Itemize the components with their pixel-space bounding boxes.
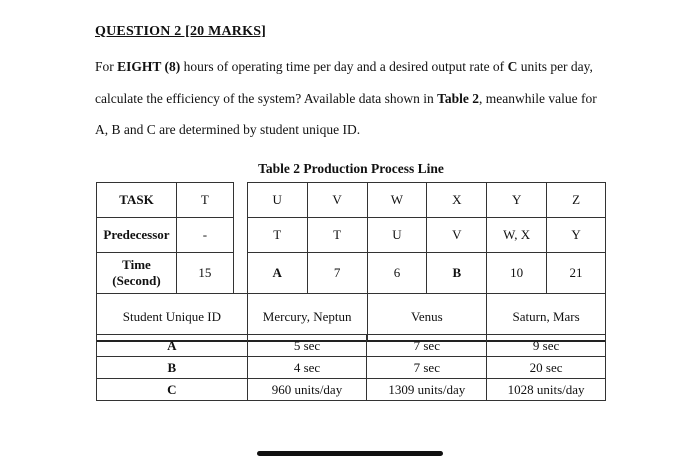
predecessor-label: Predecessor	[97, 218, 177, 253]
predecessor-v: T	[307, 218, 367, 253]
process-table	[96, 182, 606, 342]
time-row	[97, 253, 606, 294]
value-row-a	[97, 335, 606, 357]
time-t: 15	[176, 253, 233, 294]
task-t-header: T	[176, 183, 233, 218]
column-gap	[233, 183, 247, 218]
value-b-group-2: 7 sec	[367, 357, 487, 379]
value-b-group-1: 4 sec	[247, 357, 367, 379]
value-key-c: C	[97, 379, 248, 401]
table-caption: Table 2 Production Process Line	[258, 161, 444, 176]
time-z: 21	[547, 253, 606, 294]
value-key-b: B	[97, 357, 248, 379]
value-key-a: A	[97, 335, 248, 357]
column-gap	[233, 253, 247, 294]
home-indicator-bar[interactable]	[257, 451, 443, 456]
time-w: 6	[367, 253, 427, 294]
student-group-2: Venus	[367, 294, 487, 342]
value-table	[96, 334, 606, 401]
value-a-group-3: 9 sec	[487, 335, 606, 357]
column-gap	[233, 218, 247, 253]
task-v-header: V	[307, 183, 367, 218]
task-u-header: U	[247, 183, 307, 218]
predecessor-t: -	[176, 218, 233, 253]
value-row-c	[97, 379, 606, 401]
predecessor-z: Y	[547, 218, 606, 253]
question-heading: QUESTION 2 [20 MARKS]	[95, 24, 267, 39]
question-line-2: calculate the efficiency of the system? Available data shown in Table 2, meanwhile value for	[95, 91, 597, 106]
task-y-header: Y	[487, 183, 547, 218]
predecessor-row	[97, 218, 606, 253]
value-a-group-1: 5 sec	[247, 335, 367, 357]
header-row	[97, 183, 606, 218]
predecessor-y: W, X	[487, 218, 547, 253]
task-z-header: Z	[547, 183, 606, 218]
value-b-group-3: 20 sec	[487, 357, 606, 379]
task-x-header: X	[427, 183, 487, 218]
time-y: 10	[487, 253, 547, 294]
student-group-1: Mercury, Neptun	[247, 294, 367, 342]
time-v: 7	[307, 253, 367, 294]
value-c-group-2: 1309 units/day	[367, 379, 487, 401]
value-a-group-2: 7 sec	[367, 335, 487, 357]
value-c-group-3: 1028 units/day	[487, 379, 606, 401]
predecessor-u: T	[247, 218, 307, 253]
predecessor-x: V	[427, 218, 487, 253]
task-w-header: W	[367, 183, 427, 218]
question-line-3: A, B and C are determined by student unique ID.	[95, 122, 361, 137]
time-u: A	[247, 253, 307, 294]
question-line-1: For EIGHT (8) hours of operating time per day and a desired output rate of C units per day,	[95, 59, 593, 74]
task-header: TASK	[97, 183, 177, 218]
predecessor-w: U	[367, 218, 427, 253]
time-x: B	[427, 253, 487, 294]
time-label: Time (Second)	[97, 253, 177, 294]
student-id-label: Student Unique ID	[97, 294, 248, 342]
value-row-b	[97, 357, 606, 379]
value-c-group-1: 960 units/day	[247, 379, 367, 401]
student-group-3: Saturn, Mars	[487, 294, 606, 342]
